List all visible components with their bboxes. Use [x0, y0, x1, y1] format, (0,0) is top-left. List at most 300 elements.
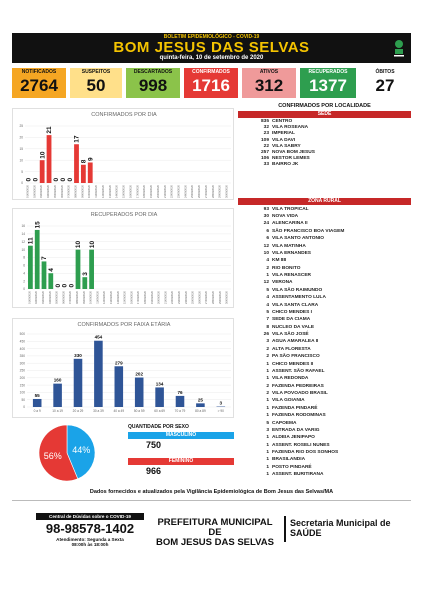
locality-name: SÃO FRANCISCO BOA VIAGEM — [272, 228, 345, 234]
data-label: 21 — [46, 126, 54, 134]
x-tick-label: 04/09/2020 — [47, 185, 51, 198]
footer — [12, 500, 411, 557]
locality-name: VILA GOIANIA — [272, 398, 305, 404]
stat-value: 1377 — [309, 76, 347, 95]
stat-value: 312 — [254, 76, 284, 95]
locality-name: VILA TROPICAL — [272, 206, 309, 212]
locality-row — [248, 368, 411, 375]
y-tick-label: 250 — [19, 368, 25, 373]
prefeitura-line-1: PREFEITURA MUNICIPAL DE — [157, 517, 273, 538]
x-tick-label: 07/09/2020 — [69, 291, 73, 304]
locality-name: VILA SABRY — [272, 143, 301, 149]
x-tick-label: 17/09/2020 — [137, 291, 141, 304]
x-tick-label: 03/09/2020 — [42, 291, 45, 304]
locality-row — [248, 316, 411, 323]
bar — [196, 403, 205, 407]
y-tick-label: 10 — [19, 158, 23, 163]
male-value: 750 — [146, 440, 162, 450]
confirmed-per-day-chart — [12, 108, 234, 200]
female-label: FEMININO — [128, 458, 234, 465]
x-tick-label: 22/09/2020 — [171, 291, 175, 304]
prefeitura-line-2: BOM JESUS DAS SELVAS — [156, 537, 274, 548]
locality-name: VILA RENASCER — [272, 273, 312, 278]
stat-ativos — [242, 68, 296, 98]
x-tick-label: 24/09/2020 — [184, 291, 188, 304]
hotline-box — [36, 513, 144, 549]
x-tick-label: 18/09/2020 — [144, 291, 147, 304]
stat-value: 50 — [86, 76, 106, 95]
data-label: 0 — [66, 177, 74, 182]
y-tick-label: 100 — [19, 390, 25, 395]
locality-count: 106 — [260, 156, 269, 162]
chart-title: CONFIRMADOS POR FAIXA ETÁRIA — [77, 322, 171, 328]
x-tick-label: 02/09/2020 — [35, 291, 39, 304]
locality-name: ASSENT. SÃO RAFAEL — [272, 368, 325, 374]
chart-title: RECUPERADOS POR DIA — [90, 212, 158, 218]
bar — [47, 135, 52, 183]
locality-row — [248, 420, 411, 427]
x-tick-label: 80 a 89 — [195, 409, 206, 413]
data-label: 0 — [32, 177, 40, 182]
male-label: MASCULINO — [128, 432, 234, 439]
data-label: 11 — [27, 237, 35, 245]
x-tick-label: 23/09/2020 — [178, 291, 181, 304]
data-label: 9 — [87, 157, 95, 161]
locality-name: ASSENT. ROSELI NUNES — [272, 442, 330, 448]
y-tick-label: 2 — [23, 279, 25, 284]
y-tick-label: 10 — [21, 247, 25, 252]
data-label: 25 — [197, 397, 203, 403]
hours-line-1: Atendimento: Segunda a Sexta — [56, 537, 124, 542]
data-label: 10 — [39, 151, 47, 159]
recovered-per-day-svg — [13, 209, 235, 309]
bar — [176, 396, 185, 407]
x-tick-label: 18/09/2020 — [143, 185, 147, 198]
bulletin-title: BOM JESUS DAS SELVAS — [113, 39, 310, 56]
bar — [33, 399, 42, 407]
locality-row — [248, 162, 411, 168]
y-tick-label: 0 — [23, 405, 25, 410]
hotline-label: Central de Dúvidas sobre o COVID-19 — [36, 513, 144, 520]
locality-row — [248, 265, 411, 272]
x-tick-label: 28/09/2020 — [211, 185, 215, 198]
rural-list — [238, 205, 411, 479]
locality-row — [248, 220, 411, 227]
bar — [88, 162, 93, 183]
locality-row — [248, 442, 411, 449]
locality-name: NOVA BOM JESUS — [272, 150, 315, 156]
locality-count: 1 — [266, 435, 269, 441]
bar — [155, 387, 164, 407]
y-tick-label: 400 — [19, 346, 25, 351]
municipal-logo-icon — [392, 38, 406, 58]
locality-row — [248, 434, 411, 441]
stat-label: SUSPEITOS — [81, 69, 111, 75]
data-label: 0 — [53, 177, 61, 182]
y-tick-label: 150 — [19, 383, 25, 388]
locality-count: 1 — [266, 450, 269, 455]
locality-count: 257 — [260, 150, 269, 156]
locality-count: 1 — [266, 442, 269, 448]
locality-count: 2 — [266, 346, 269, 352]
x-tick-label: 05/09/2020 — [55, 291, 59, 304]
x-tick-label: 01/09/2020 — [26, 185, 30, 198]
locality-row — [248, 228, 411, 235]
locality-name: KM 88 — [272, 258, 287, 264]
y-tick-label: 0 — [21, 181, 23, 186]
locality-row — [248, 383, 411, 390]
data-label: 4 — [48, 268, 55, 272]
y-tick-label: 14 — [21, 232, 25, 237]
locality-row — [248, 464, 411, 471]
bulletin-date: quinta-feira, 10 de setembro de 2020 — [159, 55, 264, 61]
stat-recuperados — [300, 68, 356, 98]
locality-name: VILA SANTO ANTONIO — [272, 236, 324, 242]
locality-name: SEDE DA CIAMA — [272, 317, 311, 323]
locality-count: 1 — [266, 273, 269, 278]
x-tick-label: 40 a 49 — [113, 409, 125, 413]
secretaria-logo — [290, 518, 400, 538]
bar — [115, 366, 124, 407]
x-tick-label: 70 a 79 — [174, 409, 186, 413]
locality-row — [248, 390, 411, 397]
locality-row — [248, 331, 411, 338]
locality-name: FAZENDA RIO DOS SONHOS — [272, 450, 339, 455]
locality-row — [248, 287, 411, 294]
x-tick-label: 60 a 69 — [154, 409, 165, 413]
x-tick-label: 29/09/2020 — [218, 291, 222, 304]
y-tick-label: 350 — [19, 354, 25, 359]
x-tick-label: 21/09/2020 — [163, 185, 167, 198]
sede-list — [238, 118, 411, 169]
locality-name: IMPERIAL — [272, 131, 295, 137]
data-label: 0 — [61, 283, 69, 288]
x-tick-label: 20/09/2020 — [156, 185, 160, 198]
stat-suspeitos — [70, 68, 122, 98]
locality-row — [248, 375, 411, 382]
x-tick-label: 19/09/2020 — [150, 291, 154, 304]
bar — [94, 341, 103, 407]
data-label: 330 — [74, 352, 82, 358]
locality-count: 5 — [266, 287, 269, 293]
locality-name: ALENCARINA II — [272, 221, 308, 227]
x-tick-label: 11/09/2020 — [96, 291, 100, 304]
x-tick-label: 29/09/2020 — [218, 185, 222, 198]
locality-count: 12 — [263, 243, 269, 249]
x-tick-label: 06/09/2020 — [62, 291, 66, 304]
locality-name: VILA DAVI — [272, 137, 296, 143]
female-value: 966 — [146, 466, 162, 476]
data-label: 0 — [68, 283, 76, 288]
x-tick-label: 30/09/2020 — [225, 291, 229, 304]
x-tick-label: 27/09/2020 — [205, 291, 209, 304]
locality-row — [248, 302, 411, 309]
stat-value: 1716 — [192, 76, 230, 95]
locality-row — [248, 397, 411, 404]
bar — [89, 250, 94, 289]
y-tick-label: 15 — [19, 147, 23, 151]
x-tick-label: 04/09/2020 — [48, 291, 52, 304]
data-source-note: Dados fornecidos e atualizados pela Vigilância Epidemiológica de Bom Jesus das Selvas/MA — [89, 489, 334, 495]
data-label: 17 — [73, 135, 81, 143]
locality-row — [248, 279, 411, 286]
locality-name: VILA SÃO RAIMUNDO — [272, 287, 323, 293]
locality-row — [248, 213, 411, 220]
x-tick-label: 20/09/2020 — [157, 291, 161, 304]
locality-count: 1 — [266, 398, 269, 404]
x-tick-label: 01/09/2020 — [28, 291, 32, 304]
locality-count: 2 — [266, 354, 269, 360]
sex-pie-svg — [12, 423, 122, 485]
x-tick-label: 10/09/2020 — [89, 291, 93, 304]
locality-name: RIO BONITO — [272, 265, 301, 271]
stat-label: DESCARTADOS — [133, 69, 173, 75]
locality-row — [248, 206, 411, 213]
locality-count: 1 — [266, 413, 269, 419]
data-label: 15 — [34, 221, 42, 229]
y-tick-label: 0 — [23, 287, 25, 292]
sex-title: QUANTIDADE POR SEXO — [128, 424, 189, 430]
locality-name: ALTA FLORESTA — [272, 346, 311, 352]
y-tick-label: 500 — [19, 332, 25, 337]
locality-row — [248, 338, 411, 345]
locality-name: FAZENDA PINDARÉ — [272, 405, 318, 411]
x-tick-label: 07/09/2020 — [67, 185, 71, 198]
locality-count: 1 — [266, 376, 269, 382]
hotline-phone[interactable]: 98-98578-1402 — [45, 521, 135, 536]
x-tick-label: 26/09/2020 — [198, 291, 202, 304]
bar — [74, 359, 83, 407]
stat-value: 998 — [138, 76, 168, 95]
x-tick-label: 06/09/2020 — [60, 185, 64, 198]
locality-count: 5 — [266, 309, 269, 315]
stat-label: CONFIRMADOS — [192, 69, 230, 75]
x-tick-label: 10/09/2020 — [88, 185, 92, 198]
bar — [82, 277, 87, 289]
y-tick-label: 50 — [21, 397, 25, 402]
locality-count: 12 — [263, 280, 269, 286]
chart-title: CONFIRMADOS POR DIA — [91, 112, 157, 118]
locality-name: VERONA — [272, 280, 293, 286]
locality-count: 33 — [263, 162, 269, 168]
locality-name: FAZENDA PEDREIRAS — [272, 383, 324, 389]
data-label: 55 — [34, 392, 40, 398]
locality-row — [248, 353, 411, 360]
locality-count: 8 — [266, 324, 269, 330]
data-label: 10 — [88, 240, 96, 249]
locality-name: ENTRADA DA VARIG — [272, 427, 320, 433]
locality-row — [248, 456, 411, 463]
x-tick-label: 26/09/2020 — [198, 185, 202, 198]
x-tick-label: 25/09/2020 — [191, 185, 195, 198]
locality-name: VILA SÃO JOSÉ — [272, 332, 309, 337]
locality-count: 30 — [263, 214, 269, 219]
data-label: 202 — [135, 371, 144, 377]
sex-pie-chart — [12, 423, 122, 485]
locality-count: 1 — [266, 457, 269, 463]
locality-count: 3 — [266, 427, 269, 433]
x-tick-label: 21/09/2020 — [164, 291, 168, 304]
x-tick-label: 30 a 39 — [93, 409, 104, 413]
bar — [135, 378, 144, 407]
locality-name: NUCLEO DA VALE — [272, 324, 315, 330]
prefeitura-logo — [150, 518, 280, 548]
x-tick-label: 03/09/2020 — [40, 185, 44, 198]
bar — [74, 144, 79, 183]
locality-count: 5 — [266, 420, 269, 426]
locality-count: 23 — [263, 131, 269, 137]
footer-divider — [284, 516, 286, 542]
stat-confirmados — [184, 68, 238, 98]
x-tick-label: 14/09/2020 — [115, 185, 119, 198]
pie-label: 44% — [72, 445, 91, 456]
bulletin-header — [12, 33, 411, 63]
bar — [76, 250, 81, 289]
locality-row — [248, 250, 411, 257]
locality-count: 7 — [266, 317, 269, 323]
data-label: 0 — [25, 177, 33, 182]
x-tick-label: 12/09/2020 — [101, 185, 105, 198]
stat-label: NOTIFICADOS — [21, 69, 57, 75]
locality-name: BAIRRO JK — [272, 162, 299, 168]
data-label: 0 — [54, 283, 62, 288]
locality-name: ASSENTAMENTO LULA — [272, 295, 326, 301]
locality-row — [248, 324, 411, 331]
y-tick-label: 450 — [19, 339, 25, 344]
locality-count: 32 — [263, 125, 269, 131]
stat-descartados — [126, 68, 180, 98]
stat-óbitos — [360, 68, 410, 98]
locality-count: 835 — [260, 119, 269, 124]
y-tick-label: 8 — [23, 255, 25, 260]
locality-name: VILA REDONDA — [272, 376, 309, 382]
x-tick-label: 23/09/2020 — [177, 185, 181, 198]
y-tick-label: 16 — [21, 224, 25, 229]
data-label: 7 — [41, 256, 49, 260]
locality-count: 3 — [266, 339, 269, 345]
stat-value: 2764 — [20, 76, 58, 95]
data-label: 160 — [53, 377, 62, 383]
data-label: 8 — [80, 159, 88, 164]
locality-count: 2 — [266, 383, 269, 389]
locality-name: VILA MATINHA — [272, 243, 306, 249]
locality-name: PA SÃO FRANCISCO — [272, 354, 320, 360]
data-label: 134 — [155, 381, 164, 387]
x-tick-label: 13/09/2020 — [108, 185, 112, 198]
bar — [35, 230, 40, 289]
bar — [40, 160, 45, 183]
locality-count: 6 — [266, 236, 269, 242]
locality-name: NOVA VIDA — [272, 214, 299, 219]
secretaria-line-1: Secretaria Municipal de — [290, 518, 391, 528]
locality-count: 4 — [266, 302, 269, 308]
data-label: 454 — [94, 334, 103, 340]
x-tick-label: > 90 — [217, 409, 224, 413]
hours-line-2: 08:00h às 18:00h — [71, 542, 109, 547]
data-label: 76 — [177, 389, 183, 395]
locality-name: CAPOEMA — [272, 420, 297, 426]
locality-row — [248, 309, 411, 316]
x-tick-label: 27/09/2020 — [204, 185, 208, 198]
x-tick-label: 09/09/2020 — [81, 185, 85, 198]
locality-row — [248, 412, 411, 419]
y-tick-label: 6 — [23, 263, 25, 268]
sex-legend — [128, 424, 234, 484]
x-tick-label: 24/09/2020 — [184, 185, 188, 198]
y-tick-label: 4 — [23, 271, 25, 276]
bar — [42, 261, 47, 289]
bar — [48, 273, 53, 289]
x-tick-label: 08/09/2020 — [74, 185, 78, 198]
locality-count: 1 — [266, 405, 269, 411]
x-tick-label: 10 a 19 — [52, 409, 63, 413]
locality-row — [248, 272, 411, 279]
locality-title: CONFIRMADOS POR LOCALIDADE — [278, 103, 371, 109]
confirmed-per-day-svg — [13, 109, 235, 201]
locality-panel — [238, 103, 411, 485]
x-tick-label: 08/09/2020 — [76, 291, 79, 304]
locality-row — [248, 243, 411, 250]
data-label: 3 — [82, 272, 89, 276]
data-label: 10 — [75, 240, 83, 249]
locality-name: NESTOR LEMES — [272, 156, 310, 162]
stat-label: ÓBITOS — [375, 69, 395, 75]
data-label: 279 — [114, 360, 123, 366]
locality-count: 93 — [263, 206, 269, 212]
locality-count: 2 — [266, 391, 269, 396]
x-tick-label: 30/09/2020 — [225, 185, 229, 198]
locality-name: VILA POVOADO BRASIL — [272, 391, 328, 396]
locality-name: VILA SANTA CLARA — [272, 302, 319, 308]
locality-count: 4 — [266, 258, 269, 264]
x-tick-label: 16/09/2020 — [129, 185, 133, 198]
locality-row — [248, 427, 411, 434]
x-tick-label: 05/09/2020 — [53, 185, 57, 198]
stat-label: RECUPERADOS — [308, 69, 348, 75]
x-tick-label: 14/09/2020 — [116, 291, 120, 304]
stat-label: ATIVOS — [259, 69, 279, 75]
x-tick-label: 22/09/2020 — [170, 185, 174, 198]
x-tick-label: 02/09/2020 — [33, 185, 37, 198]
locality-count: 1 — [266, 361, 269, 367]
x-tick-label: 20 a 29 — [72, 409, 84, 413]
locality-row — [248, 235, 411, 242]
y-tick-label: 5 — [21, 169, 23, 174]
bar — [81, 165, 86, 183]
locality-count: 109 — [260, 137, 269, 143]
x-tick-label: 50 a 59 — [133, 409, 145, 413]
locality-count: 1 — [266, 472, 269, 478]
data-label: 0 — [59, 177, 67, 182]
y-tick-label: 300 — [19, 361, 25, 366]
x-tick-label: 16/09/2020 — [130, 291, 134, 304]
x-tick-label: 12/09/2020 — [103, 291, 107, 304]
locality-row — [248, 257, 411, 264]
rural-header: ZONA RURAL — [238, 198, 411, 205]
x-tick-label: 15/09/2020 — [123, 291, 127, 304]
locality-count: 22 — [263, 143, 269, 149]
x-tick-label: 15/09/2020 — [122, 185, 126, 198]
bar — [53, 384, 62, 407]
locality-count: 2 — [266, 265, 269, 271]
bulletin-subtitle: BOLETIM EPIDEMIOLÓGICO - COVID-19 — [163, 34, 260, 40]
x-tick-label: 09/09/2020 — [82, 291, 86, 304]
locality-row — [248, 449, 411, 456]
locality-count: 1 — [266, 368, 269, 374]
pie-label: 56% — [43, 450, 62, 461]
locality-name: VILA ROSEANA — [272, 125, 309, 131]
locality-count: 4 — [266, 295, 269, 301]
